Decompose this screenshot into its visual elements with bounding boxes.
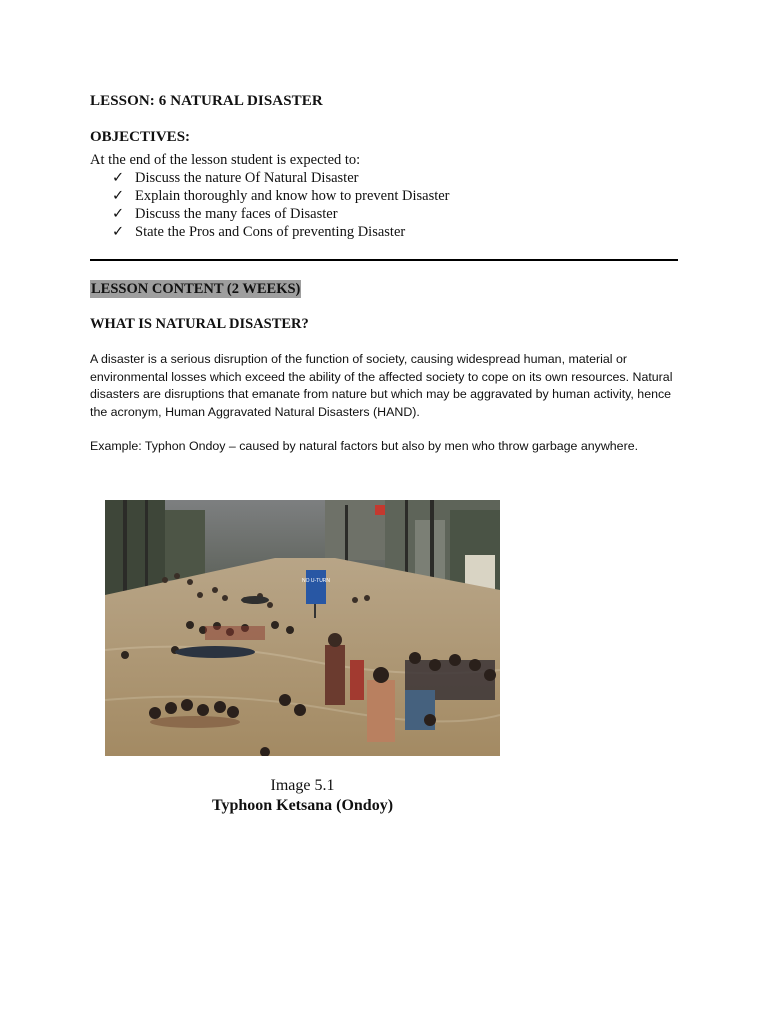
image-caption-number: Image 5.1 bbox=[270, 777, 335, 794]
list-item bbox=[112, 187, 450, 205]
checkmark-icon: ✓ bbox=[112, 206, 125, 222]
objectives-heading: OBJECTIVES: bbox=[90, 129, 191, 145]
section-divider bbox=[90, 259, 678, 261]
objective-text: Discuss the nature Of Natural Disaster bbox=[135, 170, 359, 186]
objective-text: Discuss the many faces of Disaster bbox=[135, 206, 338, 222]
objectives-intro: At the end of the lesson student is expected to: bbox=[90, 152, 361, 168]
checkmark-icon: ✓ bbox=[112, 188, 125, 204]
section-heading: WHAT IS NATURAL DISASTER? bbox=[90, 316, 309, 332]
list-item bbox=[112, 205, 450, 223]
objective-text: State the Pros and Cons of preventing Disaster bbox=[135, 224, 406, 240]
objectives-list bbox=[112, 169, 450, 241]
lesson-title: LESSON: 6 NATURAL DISASTER bbox=[90, 93, 323, 109]
definition-paragraph: A disaster is a serious disruption of the function of society, causing widespread human, material or environmental losses which exceed the ability of the affected society to cope on its own resources. Natural disasters are disruptions that emanate from nature but which may be aggravated by human activity, hence the acronym, Human Aggravated Natural Disasters (HAND). bbox=[90, 352, 673, 419]
list-item bbox=[112, 169, 450, 187]
list-item bbox=[112, 223, 450, 241]
objective-text: Explain thoroughly and know how to prevent Disaster bbox=[135, 188, 450, 204]
sign-text: NO U-TURN bbox=[301, 578, 331, 584]
image-caption-title: Typhoon Ketsana (Ondoy) bbox=[211, 797, 394, 814]
example-paragraph: Example: Typhon Ondoy – caused by natural factors but also by men who throw garbage anywhere. bbox=[90, 439, 639, 453]
lesson-content-label: LESSON CONTENT (2 WEEKS) bbox=[91, 281, 301, 297]
flood-photo bbox=[105, 500, 500, 756]
checkmark-icon: ✓ bbox=[112, 170, 125, 186]
checkmark-icon: ✓ bbox=[112, 224, 125, 240]
